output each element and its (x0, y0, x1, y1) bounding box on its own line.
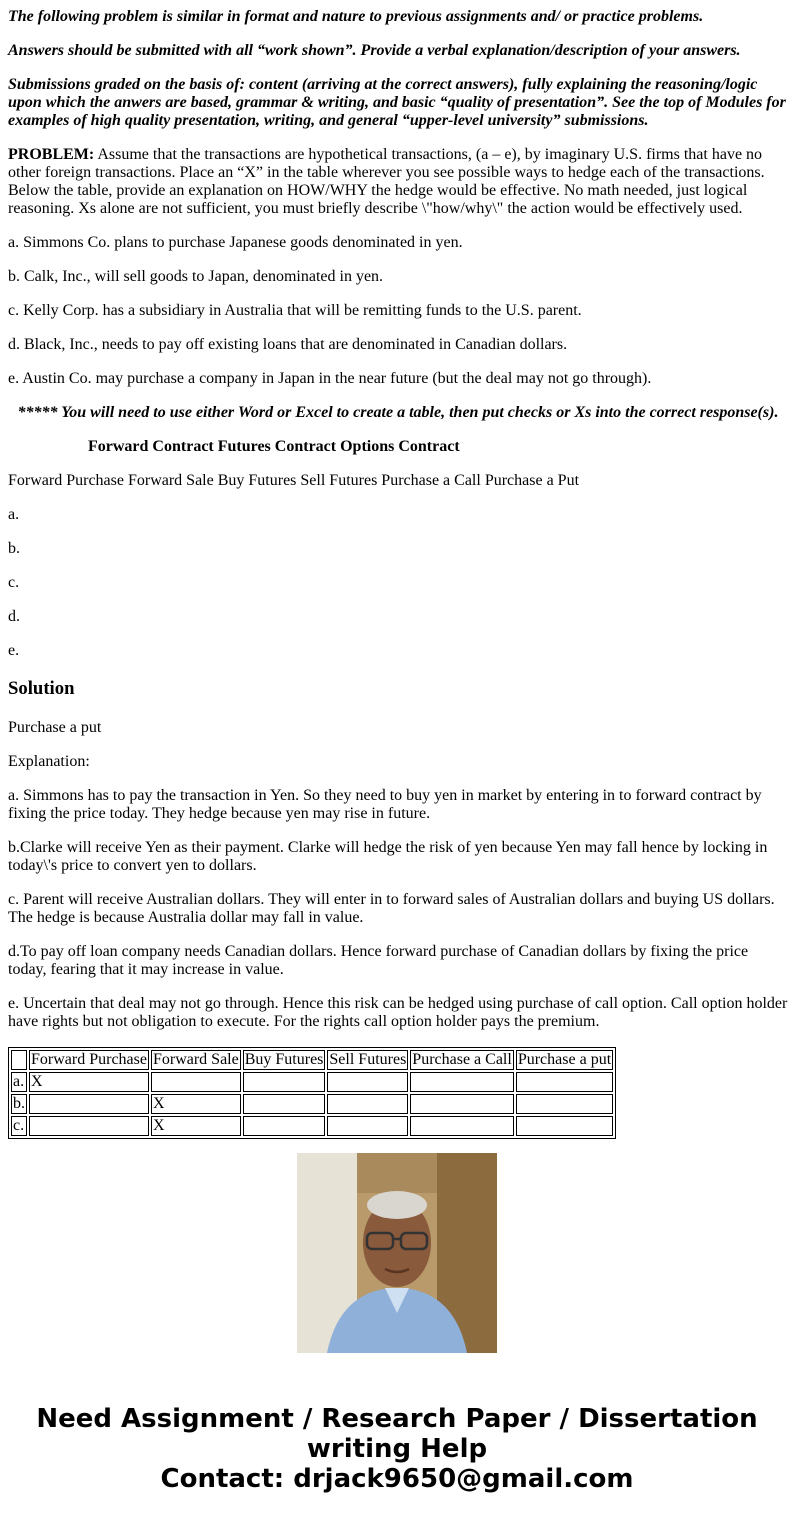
problem-item-b: b. Calk, Inc., will sell goods to Japan, denominated in yen. (8, 268, 384, 285)
table-header-cell: Buy Futures (244, 1051, 324, 1068)
table-header-row (11, 1050, 613, 1070)
table-cell (327, 1116, 408, 1136)
table-instruction-note: ***** You will need to use either Word or Excel to create a table, then put checks or Xs into the correct response(s). (17, 404, 779, 421)
row-label-e: e. (8, 642, 20, 659)
problem-label: PROBLEM: (8, 146, 95, 163)
row-label-d: d. (8, 608, 20, 625)
table-header-cell: Forward Purchase (31, 1051, 147, 1068)
contract-heading: Forward Contract Futures Contract Options Contract (88, 438, 460, 455)
table-cell: X (29, 1072, 149, 1092)
problem-item-d: d. Black, Inc., needs to pay off existing loans that are denominated in Canadian dollars. (8, 336, 568, 353)
author-photo-illustration (297, 1153, 497, 1353)
table-cell (243, 1072, 326, 1092)
table-row (11, 1116, 613, 1136)
explanation-e: e. Uncertain that deal may not go through. Hence this risk can be hedged using purchase of call option. Call option holder have rights but not obligation to execute. For the rights call option holder pays the premium. (8, 995, 788, 1030)
solution-first-line: Purchase a put (8, 719, 102, 736)
table-header-cell: Purchase a put (517, 1051, 612, 1068)
table-cell: a. (11, 1072, 27, 1092)
intro-line-3: Submissions graded on the basis of: content (arriving at the correct answers), fully explaining the reasoning/logic upon which the anwers are based, grammar & writing, and basic “quality of presentation”. See the top of Modules for examples of high quality presentation, writing, and general “upper-level university” submissions. (8, 76, 786, 129)
table-cell: X (151, 1116, 241, 1136)
row-label-b: b. (8, 540, 20, 557)
explanation-d: d.To pay off loan company needs Canadian dollars. Hence forward purchase of Canadian dollars by fixing the price today, fearing that it may increase in value. (8, 943, 749, 978)
table-cell (516, 1072, 613, 1092)
row-label-c: c. (8, 574, 20, 591)
table-row (11, 1072, 613, 1092)
table-cell (516, 1116, 613, 1136)
footer-contact-banner (0, 1404, 794, 1494)
table-cell: X (151, 1094, 241, 1114)
table-header-cell: Sell Futures (329, 1051, 407, 1068)
table-cell (327, 1072, 408, 1092)
explanation-label: Explanation: (8, 753, 90, 770)
table-header-cell (11, 1050, 27, 1070)
explanation-b: b.Clarke will receive Yen as their payment. Clarke will hedge the risk of yen because Yen may fall hence by locking in today\'s price to convert yen to dollars. (8, 839, 768, 874)
intro-line-2: Answers should be submitted with all “work shown”. Provide a verbal explanation/description of your answers. (8, 42, 741, 59)
table-row (11, 1094, 613, 1114)
table-header-cell: Forward Sale (152, 1051, 239, 1068)
table-cell (410, 1116, 514, 1136)
table-cell: c. (11, 1116, 27, 1136)
intro-line-1: The following problem is similar in format and nature to previous assignments and/ or practice problems. (8, 8, 704, 25)
table-cell: b. (13, 1095, 25, 1112)
hedge-table (8, 1047, 616, 1139)
table-cell (151, 1072, 241, 1092)
explanation-a: a. Simmons has to pay the transaction in Yen. So they need to buy yen in market by entering in to forward contract by fixing the price today. They hedge because yen may rise in future. (8, 787, 762, 822)
footer-line-2: writing Help (306, 1434, 488, 1464)
footer-line-1: Need Assignment / Research Paper / Dissertation (36, 1404, 758, 1434)
explanation-c: c. Parent will receive Australian dollars. They will enter in to forward sales of Australian dollars and buying US dollars. The hedge is because Australia dollar may fall in value. (8, 891, 775, 926)
problem-item-a: a. Simmons Co. plans to purchase Japanese goods denominated in yen. (8, 234, 463, 251)
table-cell (410, 1072, 514, 1092)
table-cell (243, 1116, 326, 1136)
problem-text: Assume that the transactions are hypothetical transactions, (a – e), by imaginary U.S. firms that have no other foreign transactions. Place an “X” in the table wherever you see possible ways to hedge each of the transactions. Below the table, provide an explanation on HOW/WHY the hedge would be effective. No math needed, just logical reasoning. Xs alone are not sufficient, you must briefly describe \"how/why\" the action would be effectively used. (8, 146, 765, 217)
table-cell (29, 1116, 149, 1136)
table-cell (243, 1094, 326, 1114)
footer-contact-email: Contact: drjack9650@gmail.com (160, 1464, 634, 1494)
solution-heading: Solution (8, 678, 75, 699)
problem-statement (8, 146, 788, 218)
problem-item-c: c. Kelly Corp. has a subsidiary in Australia that will be remitting funds to the U.S. parent. (8, 302, 582, 319)
columns-line: Forward Purchase Forward Sale Buy Futures Sell Futures Purchase a Call Purchase a Put (8, 472, 580, 489)
table-cell (29, 1094, 149, 1114)
problem-item-e: e. Austin Co. may purchase a company in Japan in the near future (but the deal may not go through). (8, 370, 652, 387)
author-avatar (297, 1153, 497, 1353)
hedge-table-clip (8, 1047, 616, 1134)
table-cell (516, 1094, 613, 1114)
table-cell (410, 1094, 514, 1114)
table-header-cell: Purchase a Call (412, 1051, 512, 1068)
row-label-a: a. (8, 506, 20, 523)
table-cell (327, 1094, 408, 1114)
